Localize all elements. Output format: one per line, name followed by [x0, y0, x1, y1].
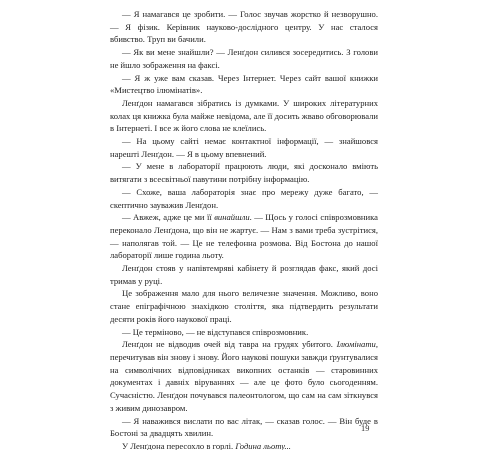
paragraph	[110, 8, 378, 46]
paragraph	[110, 326, 378, 339]
text-run: — Я наважився вислати по вас літак, — сказав голос. — Він буде в Бостоні за двадцять хвилин.	[110, 415, 378, 439]
paragraph	[110, 46, 378, 71]
text-run: Це зображення мало для нього величезне значення. Можливо, воно стане епіграфічною знахідкою століття, яка підтвердить результати десяти років його наукової праці.	[110, 288, 378, 324]
paragraph	[110, 97, 378, 135]
text-run: — Авжеж, адже це ми її	[122, 212, 215, 223]
paragraph	[110, 415, 378, 440]
text-run: , перечитував він знову і знову. Його наукові пошуки завжди ґрунтувалися на символічних відповідниках викопних останків — старовинних документах і давніх віруваннях — але це фото було сьогоденням. Сучасністю. Ленґдон почувався палеонтологом, що сам на сам зіткнувся з живим динозавром.	[110, 339, 378, 413]
paragraph	[110, 338, 378, 414]
text-run: — Схоже, ваша лабораторія знає про мережу дуже багато, — скептично зауважив Ленґдон.	[110, 186, 378, 210]
italic-text: Ілюмінати	[336, 339, 376, 350]
text-run: — Я ж уже вам сказав. Через Інтернет. Через сайт вашої книжки «Мистецтво ілюмінатів».	[110, 72, 378, 96]
text-run: . — Щось у голосі співрозмовника переконало Ленґдона, що він не жартує. — Нам з вами треба зустрітися, — наполягав той. — Це не телефонна розмова. Від Бостона до нашої лабораторії лише година льоту.	[110, 212, 378, 261]
paragraph	[110, 135, 378, 160]
text-run: У Ленґдона пересохло в горлі.	[122, 440, 236, 450]
text-run: — У мене в лабораторії працюють люди, які досконало вміють витягати з всесвітньої павутини потрібну інформацію.	[110, 161, 378, 185]
body-text	[110, 8, 378, 450]
page-number: 19	[361, 424, 370, 433]
paragraph	[110, 262, 378, 287]
italic-text: Година льоту...	[235, 440, 291, 450]
paragraph	[110, 440, 378, 450]
paragraph	[110, 160, 378, 185]
text-run: — Це терміново, — не відступався співрозмовник.	[122, 326, 309, 337]
paragraph	[110, 287, 378, 325]
text-run: — Я намагався це зробити. — Голос звучав жорстко й незворушно. — Я фізик. Керівник науково-дослідного центру. У нас сталося вбивство. Труп ви бачили.	[110, 9, 378, 45]
italic-text: винайшли	[214, 212, 250, 223]
text-run: Ленґдон намагався зібратись із думками. У широких літературних колах ця книжка була майже невідома, але її досить жваво обговорювали в Інтернеті. І все ж його слова не клеїлись.	[110, 97, 378, 134]
text-run: Ленґдон стояв у напівтемряві кабінету й розглядав факс, який досі тримав у руці.	[110, 263, 378, 286]
paragraph	[110, 211, 378, 262]
paragraph	[110, 72, 378, 97]
text-run: Ленґдон не відводив очей від тавра на грудях убитого.	[122, 339, 337, 350]
text-run: — На цьому сайті немає контактної інформації, — знайшовся нарешті Ленґдон. — Я в цьому впевнений.	[110, 136, 378, 159]
text-run: — Як ви мене знайшли? — Ленґдон силився зосередитись. З голови не йшло зображення на факсі.	[110, 47, 378, 70]
paragraph	[110, 186, 378, 211]
